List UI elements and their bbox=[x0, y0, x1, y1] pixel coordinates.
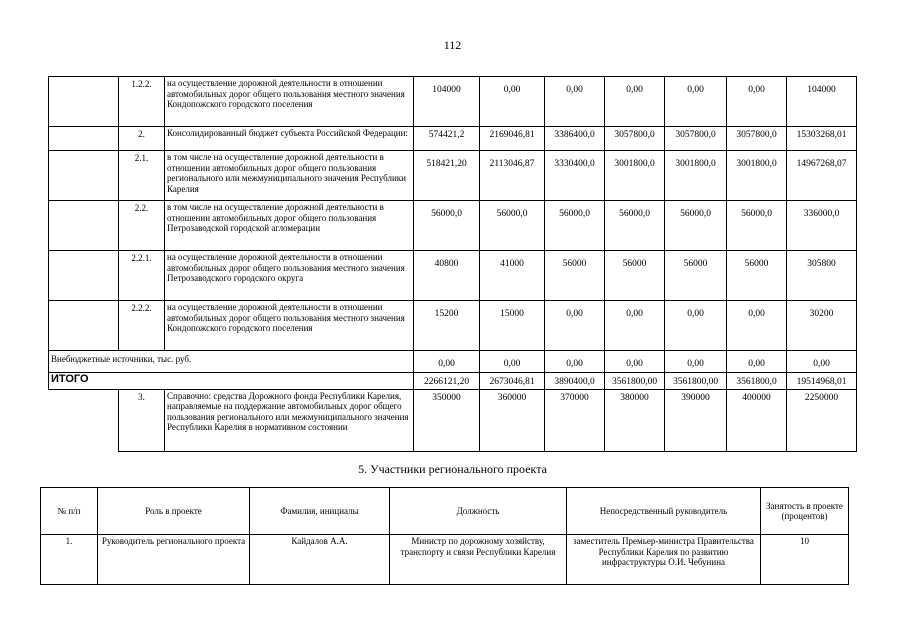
extrabudget-value-cell: 0,00 bbox=[545, 351, 605, 373]
reference-description: Справочно: средства Дорожного фонда Республики Карелия, направляемые на поддержание автомобильных дорог общего пользования регионального или межмуниципального значения Республики Карелия в нормативном состоянии bbox=[165, 389, 414, 451]
budget-blank-cell bbox=[49, 151, 119, 201]
budget-value-cell: 104000 bbox=[787, 77, 857, 127]
budget-blank-cell bbox=[49, 251, 119, 301]
budget-row-description: на осуществление дорожной деятельности в отношении автомобильных дорог общего пользования местного значения Кондопожского городского поселения bbox=[165, 301, 414, 351]
budget-value-cell: 56000,0 bbox=[605, 201, 665, 251]
budget-row-code: 2.2.1. bbox=[119, 251, 165, 301]
budget-blank-cell bbox=[49, 127, 119, 151]
budget-blank-cell bbox=[49, 201, 119, 251]
reference-code: 3. bbox=[119, 389, 165, 451]
budget-value-cell: 0,00 bbox=[545, 77, 605, 127]
budget-table bbox=[48, 76, 857, 452]
budget-row-description: Консолидированный бюджет субъекта Российской Федерации: bbox=[165, 127, 414, 151]
reference-value-cell: 350000 bbox=[414, 389, 480, 451]
budget-value-cell: 2113046,87 bbox=[480, 151, 545, 201]
participants-row bbox=[41, 535, 849, 585]
extrabudget-value-cell: 0,00 bbox=[787, 351, 857, 373]
budget-value-cell: 3057800,0 bbox=[605, 127, 665, 151]
budget-blank-cell bbox=[49, 301, 119, 351]
extrabudget-value-cell: 0,00 bbox=[480, 351, 545, 373]
budget-row-code: 1.2.2. bbox=[119, 77, 165, 127]
budget-value-cell: 3057800,0 bbox=[727, 127, 787, 151]
budget-value-cell: 56000,0 bbox=[414, 201, 480, 251]
extrabudget-value-cell: 0,00 bbox=[605, 351, 665, 373]
budget-value-cell: 30200 bbox=[787, 301, 857, 351]
budget-value-cell: 0,00 bbox=[605, 77, 665, 127]
budget-value-cell: 3057800,0 bbox=[665, 127, 727, 151]
participants-header-cell: Непосредственный руководитель bbox=[567, 488, 761, 535]
participant-num-cell: 1. bbox=[41, 535, 98, 585]
budget-value-cell: 3001800,0 bbox=[605, 151, 665, 201]
participants-header-cell: № п/п bbox=[41, 488, 98, 535]
reference-value-cell: 390000 bbox=[665, 389, 727, 451]
total-value-cell: 3561800,0 bbox=[727, 373, 787, 390]
budget-row bbox=[49, 77, 857, 127]
extrabudget-value-cell: 0,00 bbox=[665, 351, 727, 373]
budget-value-cell: 56000,0 bbox=[545, 201, 605, 251]
budget-row-code: 2.2.2. bbox=[119, 301, 165, 351]
budget-value-cell: 56000 bbox=[545, 251, 605, 301]
budget-value-cell: 3330400,0 bbox=[545, 151, 605, 201]
page-number: 112 bbox=[443, 38, 462, 52]
participants-header-cell: Занятость в проекте (процентов) bbox=[761, 488, 849, 535]
budget-row bbox=[49, 301, 857, 351]
budget-value-cell: 56000 bbox=[727, 251, 787, 301]
reference-value-cell: 400000 bbox=[727, 389, 787, 451]
total-value-cell: 2673046,81 bbox=[480, 373, 545, 390]
reference-value-cell: 2250000 bbox=[787, 389, 857, 451]
participants-header-row bbox=[41, 488, 849, 535]
budget-value-cell: 56000 bbox=[605, 251, 665, 301]
budget-row bbox=[49, 251, 857, 301]
budget-row-description: на осуществление дорожной деятельности в отношении автомобильных дорог общего пользования местного значения Кондопожского городского поселения bbox=[165, 77, 414, 127]
budget-value-cell: 41000 bbox=[480, 251, 545, 301]
extrabudget-value-cell: 0,00 bbox=[727, 351, 787, 373]
budget-value-cell: 0,00 bbox=[665, 301, 727, 351]
budget-blank-cell bbox=[49, 77, 119, 127]
total-value-cell: 3890400,0 bbox=[545, 373, 605, 390]
budget-value-cell: 15200 bbox=[414, 301, 480, 351]
reference-blank-cell bbox=[49, 389, 119, 451]
budget-value-cell: 14967268,07 bbox=[787, 151, 857, 201]
budget-value-cell: 0,00 bbox=[605, 301, 665, 351]
budget-row bbox=[49, 151, 857, 201]
reference-value-cell: 360000 bbox=[480, 389, 545, 451]
participant-supervisor-cell: заместитель Премьер-министра Правительства Республики Карелия по развитию инфраструктуры О.И. Чебунина bbox=[567, 535, 761, 585]
budget-value-cell: 104000 bbox=[414, 77, 480, 127]
participant-employment-cell: 10 bbox=[761, 535, 849, 585]
section-title: 5. Участники регионального проекта bbox=[358, 462, 547, 476]
budget-value-cell: 0,00 bbox=[665, 77, 727, 127]
budget-row bbox=[49, 201, 857, 251]
budget-value-cell: 0,00 bbox=[545, 301, 605, 351]
participants-header-cell: Роль в проекте bbox=[98, 488, 250, 535]
extrabudget-label: Внебюджетные источники, тыс. руб. bbox=[49, 351, 414, 373]
budget-value-cell: 518421,20 bbox=[414, 151, 480, 201]
budget-value-cell: 574421,2 bbox=[414, 127, 480, 151]
reference-value-cell: 380000 bbox=[605, 389, 665, 451]
budget-value-cell: 0,00 bbox=[727, 77, 787, 127]
budget-row-description: в том числе на осуществление дорожной деятельности в отношении автомобильных дорог общего пользования Петрозаводской городской агломерации bbox=[165, 201, 414, 251]
budget-value-cell: 305800 bbox=[787, 251, 857, 301]
total-value-cell: 2266121,20 bbox=[414, 373, 480, 390]
participant-role-cell: Руководитель регионального проекта bbox=[98, 535, 250, 585]
total-value-cell: 3561800,00 bbox=[605, 373, 665, 390]
budget-row-code: 2.2. bbox=[119, 201, 165, 251]
budget-row-description: в том числе на осуществление дорожной деятельности в отношении автомобильных дорог общего пользования регионального или межмуниципального значения Республики Карелия bbox=[165, 151, 414, 201]
budget-value-cell: 0,00 bbox=[727, 301, 787, 351]
budget-row bbox=[49, 127, 857, 151]
extrabudget-value-cell: 0,00 bbox=[414, 351, 480, 373]
budget-value-cell: 15303268,01 bbox=[787, 127, 857, 151]
participants-table bbox=[40, 487, 849, 585]
extrabudget-row bbox=[49, 351, 857, 373]
budget-value-cell: 15000 bbox=[480, 301, 545, 351]
participants-header-cell: Фамилия, инициалы bbox=[250, 488, 390, 535]
budget-value-cell: 56000,0 bbox=[727, 201, 787, 251]
total-label: ИТОГО bbox=[49, 373, 414, 390]
budget-value-cell: 56000,0 bbox=[480, 201, 545, 251]
reference-value-cell: 370000 bbox=[545, 389, 605, 451]
budget-value-cell: 3001800,0 bbox=[727, 151, 787, 201]
budget-value-cell: 56000 bbox=[665, 251, 727, 301]
budget-value-cell: 0,00 bbox=[480, 77, 545, 127]
participants-header-cell: Должность bbox=[390, 488, 567, 535]
participant-position-cell: Министр по дорожному хозяйству, транспорту и связи Республики Карелия bbox=[390, 535, 567, 585]
total-value-cell: 3561800,00 bbox=[665, 373, 727, 390]
reference-row bbox=[49, 389, 857, 451]
budget-value-cell: 3386400,0 bbox=[545, 127, 605, 151]
participant-name-cell: Кайдалов А.А. bbox=[250, 535, 390, 585]
budget-row-code: 2. bbox=[119, 127, 165, 151]
budget-value-cell: 56000,0 bbox=[665, 201, 727, 251]
budget-row-description: на осуществление дорожной деятельности в отношении автомобильных дорог общего пользования местного значения Петрозаводского городского округа bbox=[165, 251, 414, 301]
budget-value-cell: 336000,0 bbox=[787, 201, 857, 251]
budget-row-code: 2.1. bbox=[119, 151, 165, 201]
budget-value-cell: 40800 bbox=[414, 251, 480, 301]
budget-value-cell: 3001800,0 bbox=[665, 151, 727, 201]
total-row bbox=[49, 373, 857, 390]
budget-value-cell: 2169046,81 bbox=[480, 127, 545, 151]
total-value-cell: 19514968,01 bbox=[787, 373, 857, 390]
